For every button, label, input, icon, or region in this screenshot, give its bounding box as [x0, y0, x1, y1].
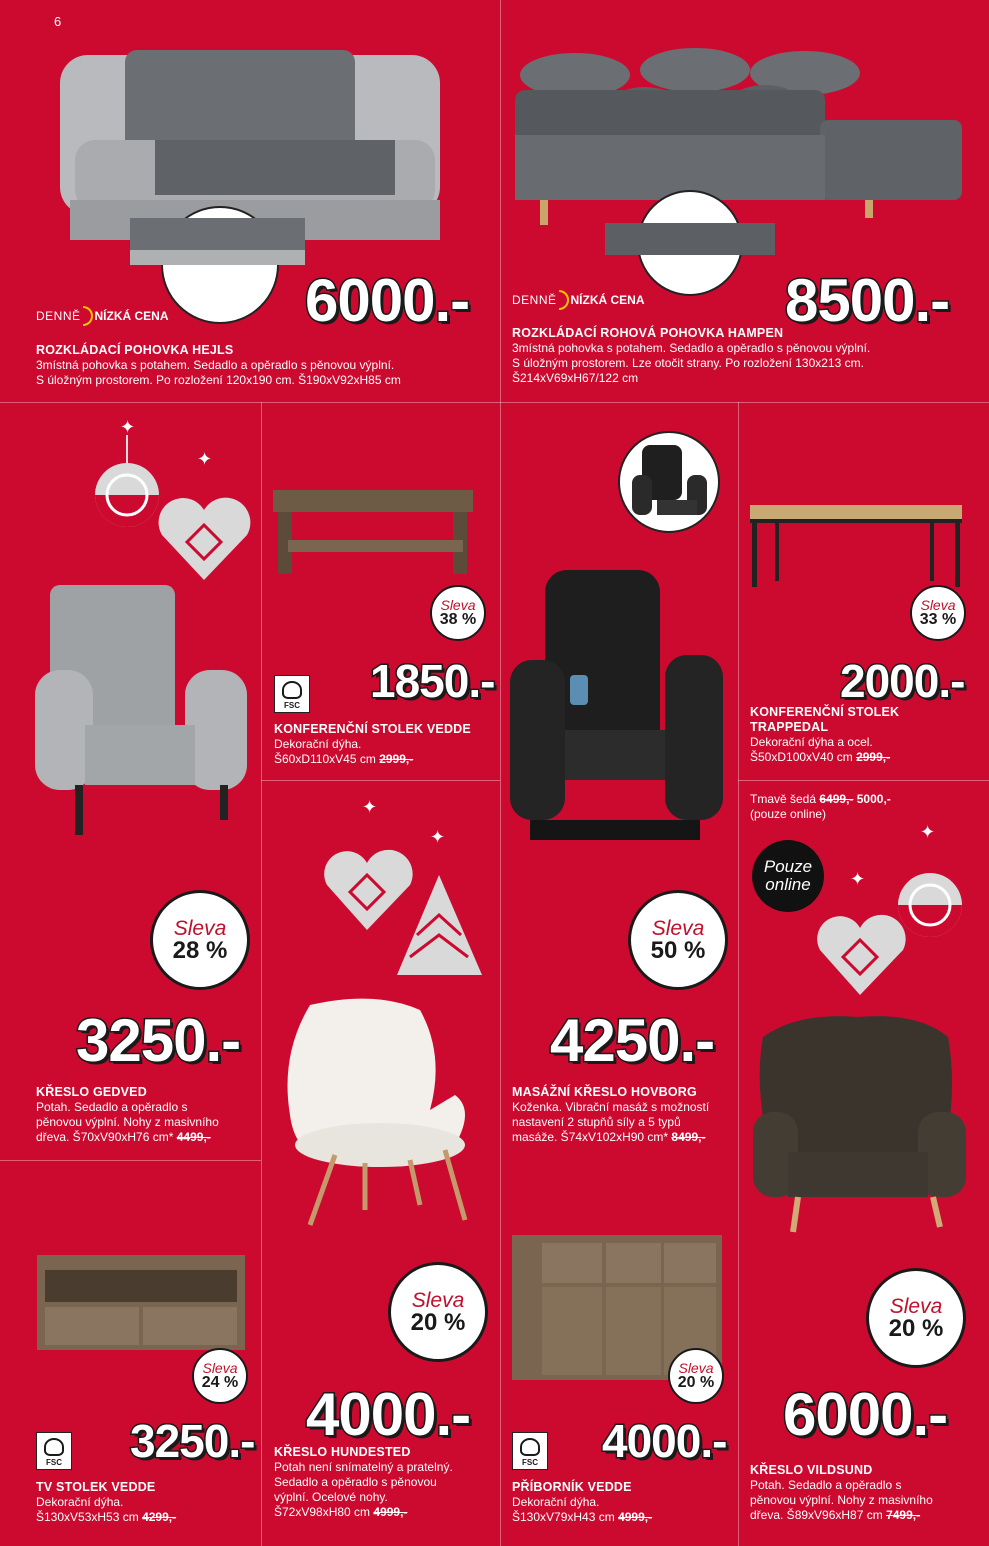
price-hampen: 8500.-	[785, 267, 950, 334]
sofa-hampen-image[interactable]	[510, 45, 970, 275]
info-pribornik: PŘÍBORNÍK VEDDE Dekorační dýha. Š130xV79xH43 cm 4999,-	[512, 1480, 653, 1524]
massage-chair-reclined-thumbnail	[617, 430, 722, 535]
discount-badge-gedved: Sleva 28 %	[150, 890, 250, 990]
svg-text:✦: ✦	[362, 797, 378, 818]
info-tv-vedde: TV STOLEK VEDDE Dekorační dýha. Š130xV53xH53 cm 4299,-	[36, 1480, 177, 1524]
christmas-ornaments-decoration	[815, 820, 975, 1000]
divider	[500, 402, 501, 1546]
denne-nizka-cena-logo: DENNĚ NÍZKÁ CENA	[36, 306, 169, 326]
discount-badge-vedde-table: Sleva 38 %	[430, 585, 486, 641]
armchair-hundested-image[interactable]	[270, 995, 480, 1230]
christmas-ornaments-decoration	[92, 415, 252, 585]
info-hundested: KŘESLO HUNDESTED Potah není snímatelný a pratelný. Sedadlo a opěradlo s pěnovou výplní. Ocelové nohy. Š72xV98xH80 cm 4999,-	[274, 1445, 453, 1519]
divider	[738, 402, 739, 1546]
variant-info-vildsund: Tmavě šedá 6499,- 5000,- (pouze online)	[750, 792, 891, 821]
massage-chair-hovborg-image[interactable]	[510, 570, 725, 845]
price-vildsund: 6000.-	[783, 1381, 948, 1448]
denne-nizka-cena-logo: DENNĚ NÍZKÁ CENA	[512, 290, 645, 310]
coffee-table-trappedal-image[interactable]	[750, 505, 965, 590]
fsc-logo: FSC	[274, 675, 310, 713]
svg-text:✦: ✦	[850, 869, 866, 890]
sofa-hejls-image[interactable]	[55, 40, 455, 275]
armchair-vildsund-image[interactable]	[748, 1012, 968, 1237]
divider	[261, 402, 262, 1546]
info-hampen: ROZKLÁDACÍ ROHOVÁ POHOVKA HAMPEN 3místná pohovka s potahem. Sedadlo a opěradlo s pěnovou výplní. S úložným prostorem. Lze otočit strany. Po rozložení 130x213 cm. Š214xV69xH67/122 cm	[512, 326, 982, 386]
discount-badge-pribornik: Sleva 20 %	[668, 1348, 724, 1404]
discount-badge-trappedal: Sleva 33 %	[910, 585, 966, 641]
price-vedde-table: 1850.-	[370, 655, 495, 707]
discount-badge-hundested: Sleva 20 %	[388, 1262, 488, 1362]
fsc-logo: FSC	[36, 1432, 72, 1470]
svg-text:✦: ✦	[120, 417, 136, 438]
price-trappedal: 2000.-	[840, 655, 965, 707]
info-hovborg: MASÁŽNÍ KŘESLO HOVBORG Koženka. Vibrační masáž s možností nastavení 2 stupňů síly a 5 typů masáže. Š74xV102xH90 cm* 8499,-	[512, 1085, 710, 1144]
discount-badge-tv-vedde: Sleva 24 %	[192, 1348, 248, 1404]
divider	[261, 780, 500, 781]
title-hampen: ROZKLÁDACÍ ROHOVÁ POHOVKA HAMPEN	[512, 326, 784, 340]
price-pribornik: 4000.-	[602, 1415, 727, 1467]
price-hundested: 4000.-	[306, 1381, 471, 1448]
online-only-badge: Pouze online	[752, 840, 824, 912]
price-hovborg: 4250.-	[550, 1007, 715, 1074]
svg-text:✦: ✦	[430, 827, 446, 848]
christmas-ornaments-decoration	[322, 795, 492, 980]
coffee-table-vedde-image[interactable]	[273, 490, 473, 580]
fsc-logo: FSC	[512, 1432, 548, 1470]
price-tv-vedde: 3250.-	[130, 1415, 255, 1467]
svg-text:✦: ✦	[197, 449, 213, 470]
discount-badge-vildsund: Sleva 20 %	[866, 1268, 966, 1368]
divider	[0, 1160, 261, 1161]
info-vedde-table: KONFERENČNÍ STOLEK VEDDE Dekorační dýha. Š60xD110xV45 cm 2999,-	[274, 722, 471, 766]
svg-text:✦: ✦	[920, 822, 936, 843]
price-hejls: 6000.-	[305, 267, 470, 334]
divider	[0, 402, 989, 403]
tv-stand-vedde-image[interactable]	[37, 1255, 247, 1355]
price-gedved: 3250.-	[76, 1007, 241, 1074]
info-gedved: KŘESLO GEDVED Potah. Sedadlo a opěradlo s pěnovou výplní. Nohy z masivního dřeva. Š70xV90xH76 cm* 4499,-	[36, 1085, 219, 1144]
info-hejls: ROZKLÁDACÍ POHOVKA HEJLS 3místná pohovka s potahem. Sedadlo a opěradlo s pěnovou výplní. S úložným prostorem. Po rozložení 120x190 cm. Š190xV92xH85 cm	[36, 343, 496, 388]
divider	[500, 0, 501, 402]
divider	[738, 780, 989, 781]
armchair-gedved-image[interactable]	[35, 585, 250, 840]
info-trappedal: KONFERENČNÍ STOLEK TRAPPEDAL Dekorační dýha a ocel. Š50xD100xV40 cm 2999,-	[750, 705, 900, 764]
info-vildsund: KŘESLO VILDSUND Potah. Sedadlo a opěradlo s pěnovou výplní. Nohy z masivního dřeva. Š89xV96xH87 cm 7499,-	[750, 1463, 933, 1522]
title-hejls: ROZKLÁDACÍ POHOVKA HEJLS	[36, 343, 234, 357]
discount-badge-hovborg: Sleva 50 %	[628, 890, 728, 990]
page-number: 6	[54, 14, 62, 29]
